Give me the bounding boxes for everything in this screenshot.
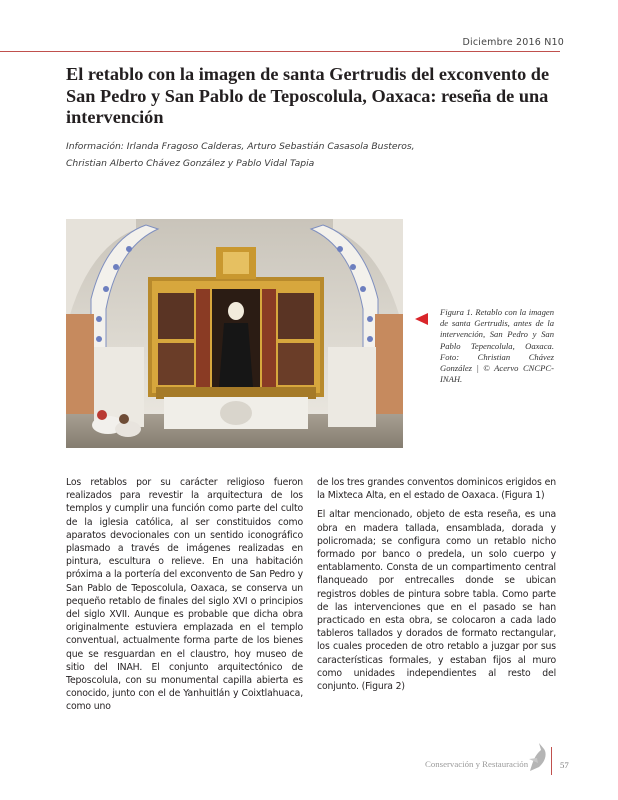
footer-divider [551, 747, 552, 775]
article-authors [66, 138, 556, 172]
bird-logo-icon [527, 741, 549, 777]
altarpiece-photo-illustration [66, 219, 403, 448]
figure-1-photo [66, 219, 403, 448]
authors-line-2: Christian Alberto Chávez González y Pablo Vidal Tapia [66, 158, 315, 169]
issue-date: Diciembre 2016 N10 [462, 37, 564, 48]
page-number: 57 [560, 760, 569, 770]
figure-1-caption: Figura 1. Retablo con la imagen de santa Gertrudis, antes de la intervención, San Pedro y San Pablo Tepencolula, Oaxaca. Foto: Christian Chávez González | © Acervo CNCPC-INAH. [440, 307, 554, 385]
paragraph-altar-description: El altar mencionado, objeto de esta reseña, es una obra en madera tallada, ensamblada, dorada y policromada; se configura como un retablo nicho formado por banco o predela, un solo cuerpo y entablamento. Consta de un compartimento central flanqueado por entrecalles donde se ubican registros dobles de pintura sobre tabla. Como parte de las intervenciones que en el pasado se han practicado en esta obra, se colocaron a cada lado tableros tallados y dorados de formato rectangular, los cuales proceden de otro retablo a juzgar por sus características formales, y estaban fijos al muro como unidades independientes al resto del conjunto. (Figura 2) [317, 509, 556, 693]
body-column-left [66, 476, 303, 720]
body-column-right [317, 476, 556, 699]
caption-pointer-icon [415, 313, 428, 325]
paragraph-intro: Los retablos por su carácter religioso fueron realizados para revestir la arquitectura de los templos y cumplir una función como parte del culto de la iglesia católica, al ser constituidos como aparatos devocionales con un sentido iconográfico plasmado a través de imágenes realizadas en pintura, escultura o relieve. En una habitación próxima a la portería del exconvento de San Pedro y San Pablo de Teposcolula, Oaxaca, se conserva un pequeño retablo de finales del siglo XVI o principios del siglo XVII. Aunque es probable que dicha obra originalmente estuviera emplazada en el templo conventual, actualmente forma parte de los bienes que se resguardan en el claustro, hoy museo de sitio del INAH. El conjunto arquitectónico de Teposcolula, con su monumental capilla abierta es conocido, junto con el de Yanhuitlán y Coixtlahuaca, como uno [66, 477, 303, 713]
footer-brand: Conservación y Restauración [425, 759, 529, 769]
header-divider [0, 51, 560, 52]
article-title: El retablo con la imagen de santa Gertrudis del exconvento de San Pedro y San Pablo de Teposcolula, Oaxaca: reseña de una intervención [66, 64, 550, 127]
paragraph-continuation: de los tres grandes conventos dominicos erigidos en la Mixteca Alta, en el estado de Oaxaca. (Figura 1) [317, 477, 556, 502]
authors-line-1: Información: Irlanda Fragoso Calderas, Arturo Sebastián Casasola Busteros, [66, 141, 415, 152]
